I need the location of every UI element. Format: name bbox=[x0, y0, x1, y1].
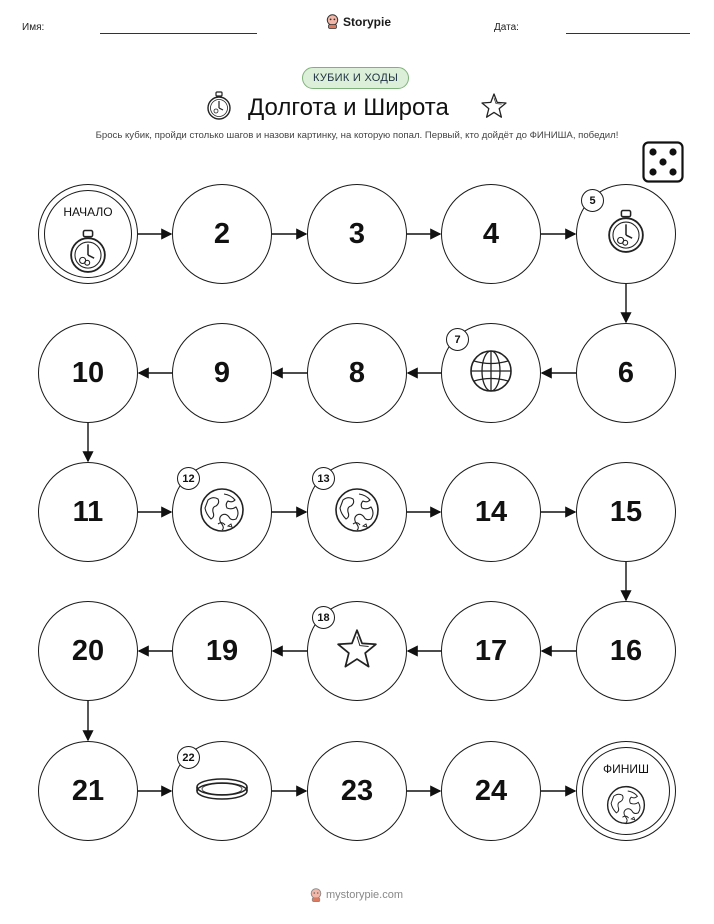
board-cell bbox=[38, 323, 138, 423]
cell-number-badge: 5 bbox=[581, 189, 604, 212]
start-label: НАЧАЛО bbox=[63, 205, 113, 219]
earth-icon bbox=[198, 486, 246, 539]
globe-grid-icon bbox=[468, 348, 514, 399]
board-cell bbox=[307, 184, 407, 284]
footer-url[interactable]: mystorypie.com bbox=[326, 889, 404, 901]
cell-number: 19 bbox=[205, 634, 239, 667]
finish-label: ФИНИШ bbox=[602, 762, 650, 776]
cell-number: 24 bbox=[474, 774, 508, 807]
finish-cell bbox=[576, 741, 676, 841]
cell-number: 9 bbox=[213, 356, 231, 389]
board-cell bbox=[172, 323, 272, 423]
instructions: Брось кубик, пройди столько шагов и назови картинку, на которую попал. Первый, кто дойдёт до ФИНИША, победил! bbox=[95, 130, 619, 141]
cell-number-badge: 13 bbox=[312, 467, 335, 490]
board-cell bbox=[441, 323, 541, 423]
cell-number: 10 bbox=[71, 356, 105, 389]
cell-number-badge: 18 bbox=[312, 606, 335, 629]
cell-number: 4 bbox=[482, 217, 500, 250]
board-cell bbox=[38, 741, 138, 841]
brand-name: Storypie bbox=[343, 14, 392, 29]
cell-number: 2 bbox=[213, 217, 231, 250]
cell-number: 20 bbox=[71, 634, 105, 667]
board-cell bbox=[307, 462, 407, 562]
cell-number: 11 bbox=[72, 495, 104, 528]
stopwatch-icon bbox=[67, 229, 109, 280]
start-cell bbox=[38, 184, 138, 284]
earth-icon bbox=[333, 486, 381, 539]
cell-number-badge: 7 bbox=[446, 328, 469, 351]
ring-icon bbox=[194, 774, 250, 809]
board-cell bbox=[307, 741, 407, 841]
board-cell bbox=[172, 462, 272, 562]
earth-icon bbox=[605, 784, 647, 831]
star-icon bbox=[335, 627, 379, 676]
board-cell bbox=[441, 462, 541, 562]
board-cell bbox=[576, 323, 676, 423]
cell-number: 14 bbox=[474, 495, 508, 528]
cell-number-badge: 22 bbox=[177, 746, 200, 769]
board-cell bbox=[172, 741, 272, 841]
board-cell bbox=[441, 184, 541, 284]
storypie-mascot-icon bbox=[310, 888, 322, 902]
game-type-badge: КУБИК И ХОДЫ bbox=[302, 67, 409, 89]
cell-number: 6 bbox=[617, 356, 635, 389]
board-cell bbox=[38, 601, 138, 701]
date-label: Дата: bbox=[494, 22, 519, 33]
board-cell bbox=[441, 601, 541, 701]
board-cell bbox=[172, 601, 272, 701]
cell-number: 15 bbox=[609, 495, 643, 528]
cell-number: 3 bbox=[348, 217, 366, 250]
board-cell bbox=[576, 184, 676, 284]
cell-number: 8 bbox=[348, 356, 366, 389]
footer bbox=[310, 888, 403, 902]
board-cell bbox=[172, 184, 272, 284]
board-cell bbox=[307, 601, 407, 701]
board-cell bbox=[576, 601, 676, 701]
cell-number-badge: 12 bbox=[177, 467, 200, 490]
name-label: Имя: bbox=[22, 22, 45, 33]
cell-number: 23 bbox=[340, 774, 374, 807]
stopwatch-icon bbox=[605, 209, 647, 260]
cell-number: 17 bbox=[474, 634, 508, 667]
cell-number: 21 bbox=[71, 774, 105, 807]
board-cell bbox=[441, 741, 541, 841]
board-cell bbox=[307, 323, 407, 423]
board-cell bbox=[38, 462, 138, 562]
cell-number: 16 bbox=[609, 634, 643, 667]
page-title: Долгота и Широта bbox=[248, 94, 449, 121]
board-cell bbox=[576, 462, 676, 562]
